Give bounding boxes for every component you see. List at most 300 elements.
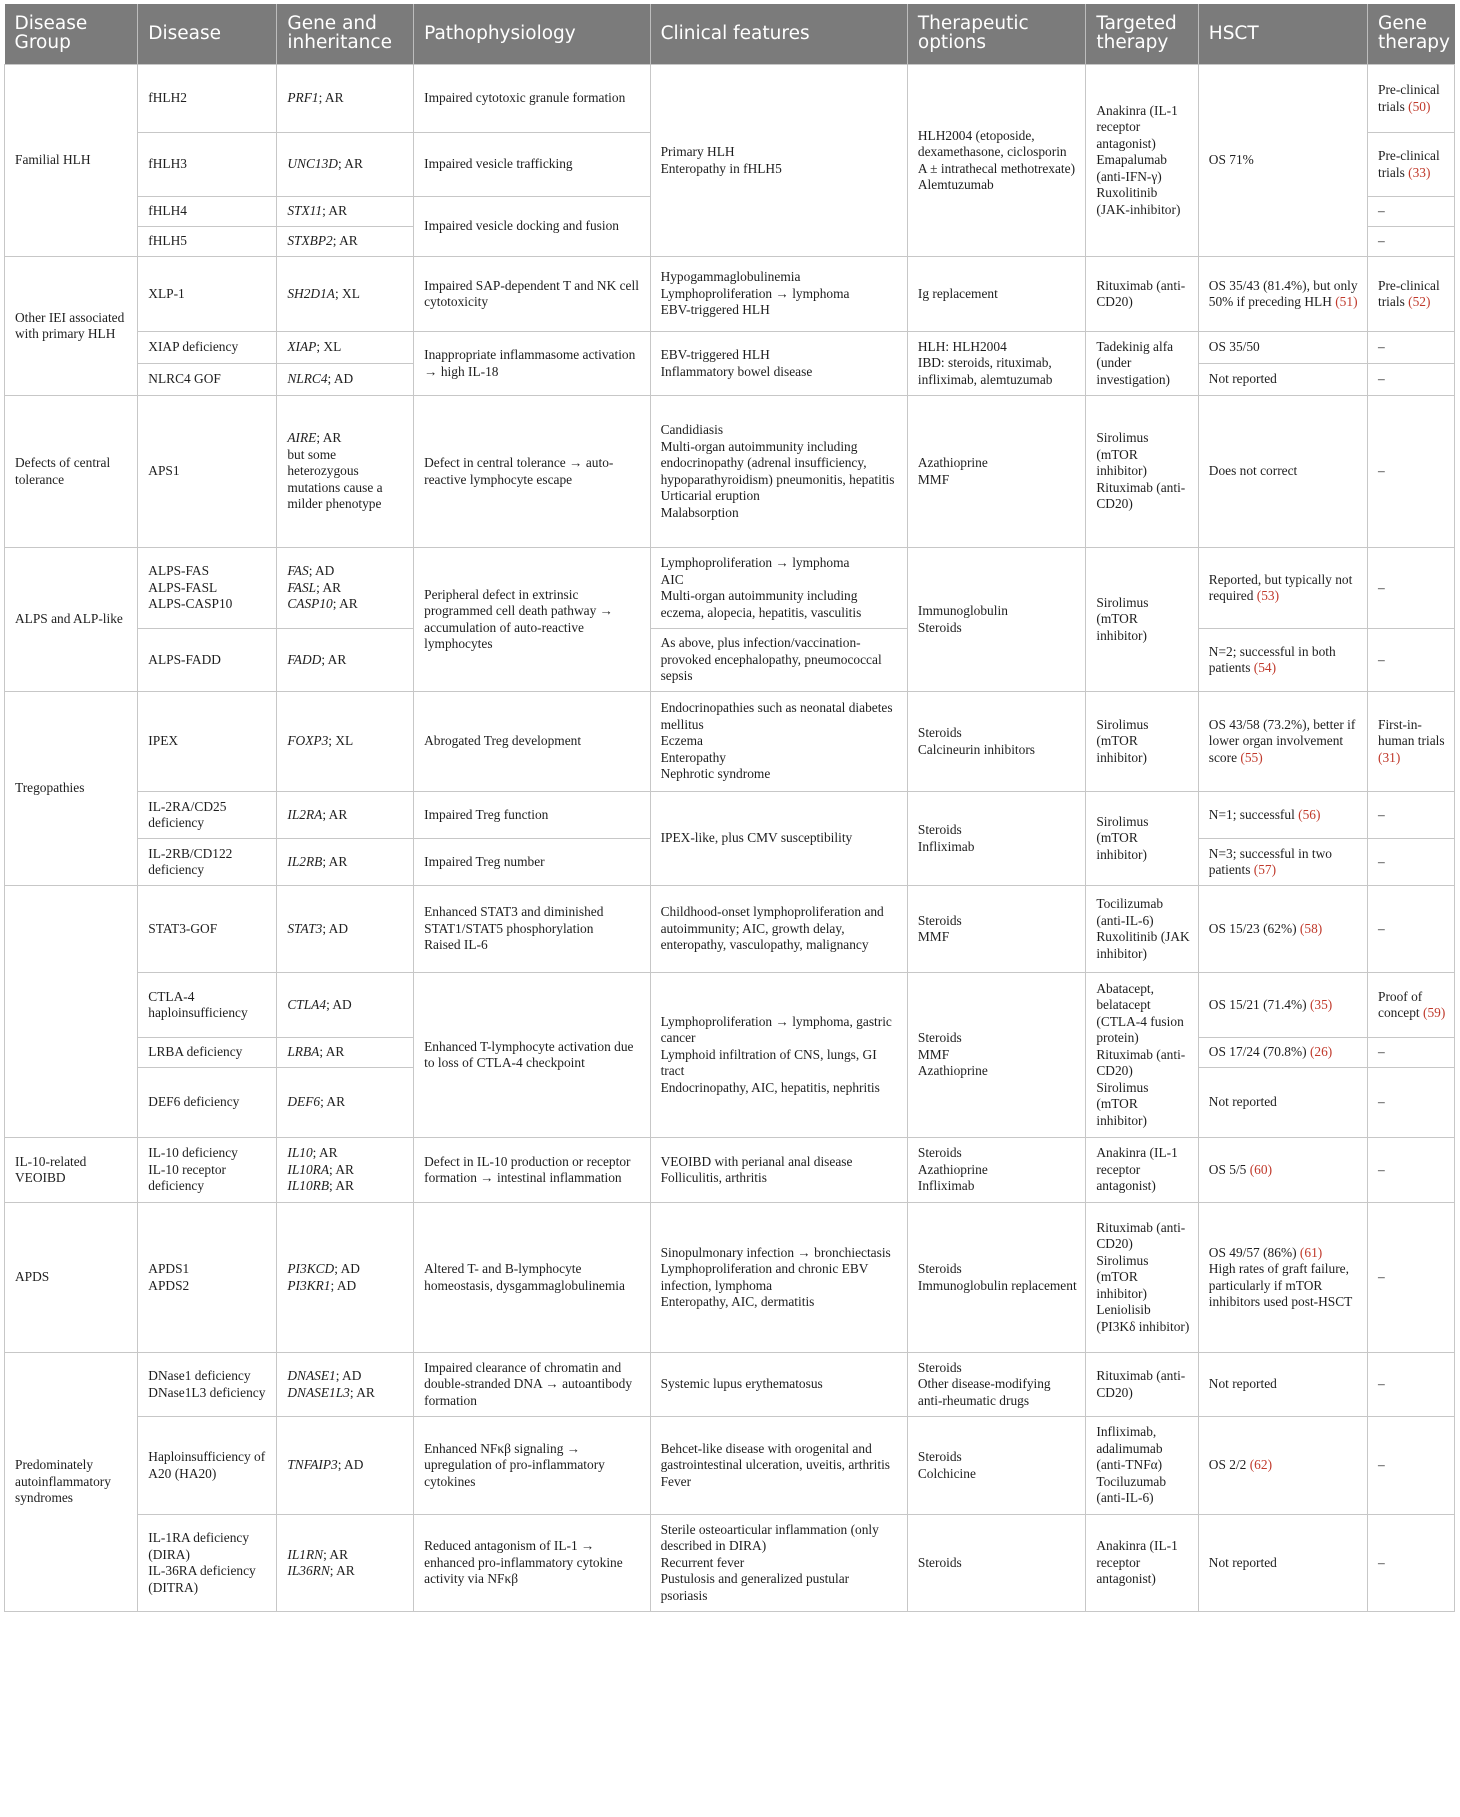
hsct-cell <box>1198 1203 1367 1353</box>
gene-inheritance-cell <box>277 839 414 886</box>
clinical-features-cell <box>650 886 907 973</box>
inheritance-mode: ; AD <box>326 996 352 1012</box>
inheritance-mode: ; AR <box>329 1161 354 1177</box>
pathophysiology-cell-text: Inappropriate inflammasome activation → high IL-18 <box>424 347 636 379</box>
disease-text: DEF6 deficiency <box>148 1094 240 1110</box>
therapeutic-options-cell <box>907 1138 1085 1203</box>
pathophysiology-cell <box>414 792 650 839</box>
reference-citation: (53) <box>1256 588 1280 603</box>
hsct-cell-text: N=2; successful in both patients <box>1208 643 1336 675</box>
table-row <box>5 1417 1455 1515</box>
disease-text: IL-2RB/CD122 deficiency <box>148 845 233 877</box>
targeted-therapy-cell-text: Abatacept, belatacept (CTLA-4 fusion protein) Rituximab (anti-CD20) Sirolimus (mTOR inhibitor) <box>1096 980 1186 1128</box>
gene-inheritance-cell <box>277 692 414 792</box>
gene-therapy-cell <box>1368 396 1455 548</box>
inheritance-mode: ; AR <box>319 1044 345 1060</box>
disease-cell <box>138 364 277 396</box>
disease-text: APS1 <box>148 463 180 479</box>
gene-therapy-cell <box>1368 197 1455 227</box>
hsct-cell <box>1198 886 1367 973</box>
disease-text: fHLH2 <box>148 90 187 106</box>
gene-inheritance-cell <box>277 257 414 332</box>
gene-therapy-cell-text: – <box>1378 920 1385 936</box>
targeted-therapy-cell <box>1086 396 1198 548</box>
gene-symbol: AIRE <box>287 430 317 446</box>
inheritance-mode: ; XL <box>316 339 342 355</box>
disease-cell <box>138 839 277 886</box>
hsct-cell <box>1198 1515 1367 1612</box>
hsct-cell <box>1198 257 1367 332</box>
targeted-therapy-cell-text: Anakinra (IL-1 receptor antagonist) <box>1096 1145 1178 1194</box>
table-row <box>5 886 1455 973</box>
hsct-cell-text: OS 17/24 (70.8%) <box>1208 1044 1310 1060</box>
inheritance-mode: ; AD <box>308 563 335 579</box>
inheritance-mode: ; AD <box>337 1457 364 1473</box>
table-row <box>5 1138 1455 1203</box>
reference-citation: (58) <box>1299 920 1323 936</box>
gene-therapy-cell <box>1368 364 1455 396</box>
pathophysiology-cell <box>414 1203 650 1353</box>
gene-symbol: PI3KR1 <box>287 1277 331 1293</box>
reference-citation: (52) <box>1408 294 1431 309</box>
gene-inheritance-cell <box>277 1203 414 1353</box>
header-row <box>5 4 1455 65</box>
gene-therapy-cell-text: – <box>1378 1554 1385 1570</box>
pathophysiology-cell <box>414 839 650 886</box>
pathophysiology-cell-text: Defect in IL-10 production or receptor formation → intestinal inflammation <box>424 1153 631 1185</box>
targeted-therapy-cell <box>1086 1417 1198 1515</box>
disease-text: LRBA deficiency <box>148 1044 243 1060</box>
gene-symbol: PRF1 <box>287 90 319 106</box>
disease-cell <box>138 65 277 133</box>
clinical-features-cell-text: Behcet-like disease with orogenital and gastrointestinal ulceration, uveitis, arthritis Fever <box>660 1440 891 1489</box>
gene-therapy-cell-text: – <box>1378 806 1385 822</box>
gene-inheritance-cell <box>277 133 414 197</box>
hsct-cell-text: Not reported <box>1208 1094 1277 1110</box>
reference-citation: (62) <box>1249 1457 1273 1473</box>
clinical-features-cell <box>650 692 907 792</box>
pathophysiology-cell <box>414 1353 650 1417</box>
hsct-cell <box>1198 973 1367 1038</box>
gene-symbol: FAS <box>287 563 309 579</box>
pathophysiology-cell <box>414 1138 650 1203</box>
therapeutic-options-cell <box>907 396 1085 548</box>
clinical-features-cell-text: Candidiasis Multi-organ autoimmunity including endocrinopathy (adrenal insufficiency, hypoparathyroidism) pneumonitis, hepatitis Urticarial eruption Malabsorption <box>660 422 895 520</box>
pathophysiology-cell-text: Defect in central tolerance → auto-reactive lymphocyte escape <box>424 455 614 487</box>
gene-symbol: XIAP <box>287 339 317 355</box>
disease-group-cell <box>5 548 138 692</box>
gene-symbol: FADD <box>287 651 322 667</box>
disease-group-cell <box>5 1138 138 1203</box>
hsct-cell <box>1198 364 1367 396</box>
reference-citation: (50) <box>1408 98 1431 114</box>
therapeutic-options-cell <box>907 973 1085 1138</box>
disease-cell <box>138 548 277 629</box>
targeted-therapy-cell <box>1086 886 1198 973</box>
therapeutic-options-cell-text: Steroids Other disease-modifying anti-rheumatic drugs <box>917 1359 1051 1408</box>
therapeutic-options-cell-text: Steroids Colchicine <box>917 1449 976 1481</box>
inheritance-mode: ; AR <box>337 156 363 172</box>
therapeutic-options-cell-text: HLH: HLH2004 IBD: steroids, rituximab, infliximab, alemtuzumab <box>917 338 1053 387</box>
targeted-therapy-cell-text: Rituximab (anti-CD20) Sirolimus (mTOR inhibitor) Leniolisib (PI3Kδ inhibitor) <box>1096 1219 1190 1334</box>
therapeutic-options-cell-text: Steroids Immunoglobulin replacement <box>917 1261 1077 1293</box>
col-header-pathophysiology: Pathophysiology <box>414 4 650 65</box>
pathophysiology-cell-text: Altered T- and B-lymphocyte homeostasis, dysgammaglobulinemia <box>424 1261 625 1293</box>
therapeutic-options-cell-text: Steroids Calcineurin inhibitors <box>917 725 1036 757</box>
gene-therapy-cell-text: – <box>1378 339 1385 355</box>
targeted-therapy-cell <box>1086 692 1198 792</box>
targeted-therapy-cell-text: Tadekinig alfa (under investigation) <box>1096 338 1174 387</box>
targeted-therapy-cell-text: Sirolimus (mTOR inhibitor) <box>1096 813 1149 862</box>
disease-group-cell <box>5 692 138 886</box>
hsct-cell <box>1198 396 1367 548</box>
hsct-cell-text-extra: High rates of graft failure, particularly if mTOR inhibitors used post-HSCT <box>1208 1261 1353 1309</box>
gene-inheritance-cell <box>277 364 414 396</box>
table-row <box>5 1353 1455 1417</box>
disease-group-text: Other IEI associated with primary HLH <box>15 309 125 341</box>
hsct-cell-text: OS 5/5 <box>1208 1161 1250 1177</box>
disease-text: CTLA-4 haploinsufficiency <box>148 988 248 1020</box>
gene-symbol: IL36RN <box>287 1563 330 1578</box>
disease-text: IPEX <box>148 733 179 749</box>
clinical-features-cell <box>650 548 907 629</box>
pathophysiology-cell-text: Impaired clearance of chromatin and double-stranded DNA → autoantibody formation <box>424 1359 633 1408</box>
hsct-cell-text: N=3; successful in two patients <box>1208 845 1332 877</box>
gene-inheritance-cell <box>277 332 414 364</box>
targeted-therapy-cell-text: Sirolimus (mTOR inhibitor) <box>1096 716 1149 765</box>
disease-group-cell <box>5 886 138 1138</box>
clinical-features-cell <box>650 1417 907 1515</box>
inheritance-mode: ; AR <box>349 1384 375 1400</box>
inheritance-mode: ; AR <box>321 651 347 667</box>
table-row <box>5 332 1455 364</box>
gene-therapy-cell <box>1368 1068 1455 1138</box>
disease-group-text: ALPS and ALP-like <box>15 611 123 627</box>
gene-inheritance-cell <box>277 1068 414 1138</box>
gene-inheritance-cell <box>277 197 414 227</box>
inheritance-mode: ; AR <box>329 1563 355 1578</box>
gene-symbol: IL2RB <box>287 853 323 869</box>
disease-group-text: Tregopathies <box>15 780 85 796</box>
pathophysiology-cell <box>414 65 650 133</box>
pathophysiology-cell-text: Peripheral defect in extrinsic programmed cell death pathway → accumulation of auto-reactive lymphocytes <box>424 586 614 651</box>
gene-symbol: DNASE1 <box>287 1368 336 1383</box>
hsct-cell-text: Not reported <box>1208 1554 1277 1570</box>
disease-text: STAT3-GOF <box>148 920 218 936</box>
therapeutic-options-cell-text: HLH2004 (etoposide, dexamethasone, ciclosporin A ± intrathecal methotrexate) Alemtuzumab <box>917 127 1076 192</box>
hsct-cell <box>1198 692 1367 792</box>
col-header-hsct: HSCT <box>1198 4 1367 65</box>
pathophysiology-cell-text: Impaired vesicle trafficking <box>424 156 573 172</box>
table-row <box>5 692 1455 792</box>
hsct-cell <box>1198 1038 1367 1068</box>
pathophysiology-cell-text: Impaired Treg number <box>424 853 545 869</box>
clinical-features-cell <box>650 629 907 692</box>
gene-symbol: STXBP2 <box>287 233 333 249</box>
hsct-cell-text: Does not correct <box>1208 463 1298 479</box>
gene-therapy-cell <box>1368 65 1455 133</box>
gene-symbol: CASP10 <box>287 596 333 612</box>
therapeutic-options-cell-text: Ig replacement <box>917 285 998 301</box>
targeted-therapy-cell-text: Rituximab (anti-CD20) <box>1096 277 1186 309</box>
table-row <box>5 1203 1455 1353</box>
pathophysiology-cell-text: Impaired SAP-dependent T and NK cell cytotoxicity <box>424 277 639 309</box>
gene-therapy-cell-text: – <box>1378 651 1385 667</box>
gene-symbol: TNFAIP3 <box>287 1457 338 1473</box>
clinical-features-cell <box>650 396 907 548</box>
gene-inheritance-cell <box>277 1515 414 1612</box>
table-row <box>5 65 1455 133</box>
inheritance-mode: ; AR <box>316 579 342 595</box>
disease-cell <box>138 1417 277 1515</box>
disease-cell <box>138 197 277 227</box>
gene-symbol: FOXP3 <box>287 733 329 749</box>
disease-cell <box>138 1038 277 1068</box>
reference-citation: (54) <box>1253 660 1277 675</box>
gene-symbol: SH2D1A <box>287 285 335 301</box>
pathophysiology-cell <box>414 692 650 792</box>
targeted-therapy-cell <box>1086 548 1198 692</box>
inheritance-mode: ; AD <box>335 1368 362 1383</box>
pathophysiology-cell <box>414 1417 650 1515</box>
targeted-therapy-cell <box>1086 973 1198 1138</box>
gene-symbol: UNC13D <box>287 156 338 172</box>
inheritance-mode: ; AR <box>320 1094 346 1110</box>
inheritance-mode: ; AR <box>329 1178 354 1194</box>
disease-cell <box>138 1353 277 1417</box>
inheritance-mode: ; AR <box>323 1546 349 1562</box>
disease-text: fHLH3 <box>148 156 187 172</box>
therapeutic-options-cell <box>907 1515 1085 1612</box>
gene-symbol: IL10RA <box>287 1161 330 1177</box>
disease-cell <box>138 227 277 257</box>
gene-therapy-cell <box>1368 692 1455 792</box>
disease-text: IL-2RA/CD25 deficiency <box>148 798 227 830</box>
hsct-cell <box>1198 332 1367 364</box>
therapeutic-options-cell-text: Steroids Infliximab <box>917 822 975 854</box>
table-row <box>5 1515 1455 1612</box>
gene-therapy-cell <box>1368 1353 1455 1417</box>
inheritance-mode: ; AD <box>334 1261 360 1276</box>
reference-citation: (26) <box>1309 1044 1333 1060</box>
gene-therapy-cell <box>1368 1038 1455 1068</box>
disease-cell <box>138 1068 277 1138</box>
pathophysiology-cell-text: Enhanced STAT3 and diminished STAT1/STAT5 phosphorylation Raised IL-6 <box>424 904 604 953</box>
gene-therapy-cell-text: Pre-clinical trials <box>1378 82 1440 114</box>
gene-inheritance-cell <box>277 629 414 692</box>
reference-citation: (51) <box>1335 294 1358 309</box>
disease-cell <box>138 1203 277 1353</box>
table-row <box>5 629 1455 692</box>
clinical-features-cell-text: Sinopulmonary infection → bronchiectasis Lymphoproliferation and chronic EBV infection, lymphoma Enteropathy, AIC, dermatitis <box>660 1244 891 1309</box>
disease-group-cell <box>5 1353 138 1612</box>
disease-group-cell <box>5 396 138 548</box>
gene-therapy-cell-text: – <box>1378 1376 1385 1392</box>
therapeutic-options-cell-text: Immunoglobulin Steroids <box>917 603 1008 635</box>
pathophysiology-cell <box>414 396 650 548</box>
gene-symbol: PI3KCD <box>287 1261 335 1276</box>
clinical-features-cell-text: Primary HLH Enteropathy in fHLH5 <box>660 144 782 176</box>
disease-text: XIAP deficiency <box>148 339 239 355</box>
gene-symbol: IL1RN <box>287 1546 324 1562</box>
clinical-features-cell <box>650 973 907 1138</box>
gene-therapy-cell-text: – <box>1378 1269 1385 1285</box>
therapeutic-options-cell <box>907 1353 1085 1417</box>
gene-therapy-cell-text: – <box>1378 1457 1385 1473</box>
disease-cell <box>138 332 277 364</box>
gene-symbol: DNASE1L3 <box>287 1384 350 1400</box>
pathophysiology-cell <box>414 548 650 692</box>
gene-therapy-cell-text: – <box>1378 579 1385 595</box>
disease-text: fHLH4 <box>148 203 187 219</box>
disease-cell <box>138 1515 277 1612</box>
disease-cell <box>138 133 277 197</box>
clinical-features-cell-text: Sterile osteoarticular inflammation (only described in DIRA) Recurrent fever Pustulosis and generalized pustular psoriasis <box>660 1521 879 1603</box>
col-header-disease: Disease <box>138 4 277 65</box>
gene-therapy-cell <box>1368 839 1455 886</box>
therapeutic-options-cell <box>907 548 1085 692</box>
pathophysiology-cell-text: Reduced antagonism of IL-1 → enhanced pro-inflammatory cytokine activity via NFκβ <box>424 1538 623 1587</box>
inheritance-mode: ; XL <box>334 285 360 301</box>
gene-therapy-cell <box>1368 227 1455 257</box>
hsct-cell <box>1198 1138 1367 1203</box>
inheritance-mode: ; AR <box>318 90 344 106</box>
clinical-features-cell-text: VEOIBD with perianal anal disease Folliculitis, arthritis <box>660 1153 853 1185</box>
pathophysiology-cell <box>414 257 650 332</box>
targeted-therapy-cell <box>1086 257 1198 332</box>
therapeutic-options-cell-text: Steroids MMF <box>917 912 962 944</box>
therapeutic-options-cell-text: Steroids MMF Azathioprine <box>917 1030 988 1079</box>
gene-therapy-cell-text: Proof of concept <box>1378 988 1423 1020</box>
hsct-cell <box>1198 629 1367 692</box>
pathophysiology-cell <box>414 133 650 197</box>
gene-symbol: LRBA <box>287 1044 320 1060</box>
gene-therapy-cell <box>1368 1515 1455 1612</box>
disease-cell <box>138 692 277 792</box>
gene-therapy-cell <box>1368 1203 1455 1353</box>
targeted-therapy-cell <box>1086 1353 1198 1417</box>
table-row <box>5 257 1455 332</box>
pathophysiology-cell <box>414 886 650 973</box>
pathophysiology-cell <box>414 332 650 396</box>
gene-inheritance-cell <box>277 396 414 548</box>
clinical-features-cell-text: Lymphoproliferation → lymphoma AIC Multi-organ autoimmunity including eczema, alopecia, hepatitis, vasculitis <box>660 555 862 620</box>
disease-text: NLRC4 GOF <box>148 371 221 387</box>
hsct-cell-text: OS 15/23 (62%) <box>1208 920 1300 936</box>
hsct-cell-text: OS 49/57 (86%) <box>1208 1244 1300 1260</box>
gene-therapy-cell-text: Pre-clinical trials <box>1378 277 1440 309</box>
inheritance-mode: ; AR <box>322 806 348 822</box>
pathophysiology-cell-text: Enhanced T-lymphocyte activation due to loss of CTLA-4 checkpoint <box>424 1038 634 1070</box>
reference-citation: (35) <box>1309 996 1333 1012</box>
targeted-therapy-cell-text: Rituximab (anti-CD20) <box>1096 1368 1186 1400</box>
therapeutic-options-cell <box>907 332 1085 396</box>
inheritance-mode: ; AR <box>312 1145 338 1161</box>
clinical-features-cell-text: As above, plus infection/vaccination-provoked encephalopathy, pneumococcal sepsis <box>660 635 882 684</box>
clinical-features-cell <box>650 1138 907 1203</box>
disease-cell <box>138 257 277 332</box>
gene-therapy-cell <box>1368 332 1455 364</box>
disease-text: APDS1 APDS2 <box>148 1261 190 1293</box>
reference-citation: (59) <box>1422 1005 1446 1020</box>
hsct-cell-text: Not reported <box>1208 371 1277 387</box>
targeted-therapy-cell <box>1086 65 1198 257</box>
hsct-cell-text: OS 43/58 (73.2%), better if lower organ involvement score <box>1208 716 1356 765</box>
clinical-features-cell-text: Childhood-onset lymphoproliferation and autoimmunity; AIC, growth delay, enteropathy, vasculopathy, malignancy <box>660 904 884 953</box>
disease-text: DNase1 deficiency DNase1L3 deficiency <box>148 1368 266 1400</box>
gene-therapy-cell <box>1368 792 1455 839</box>
gene-therapy-cell-text: – <box>1378 1161 1385 1177</box>
gene-therapy-cell <box>1368 886 1455 973</box>
gene-therapy-cell <box>1368 629 1455 692</box>
pathophysiology-cell <box>414 197 650 257</box>
disease-cell <box>138 396 277 548</box>
pathophysiology-cell <box>414 973 650 1138</box>
targeted-therapy-cell <box>1086 332 1198 396</box>
inheritance-mode: ; AR <box>322 853 348 869</box>
gene-symbol: IL2RA <box>287 806 323 822</box>
therapeutic-options-cell-text: Steroids <box>917 1554 962 1570</box>
disease-text: ALPS-FAS ALPS-FASL ALPS-CASP10 <box>148 563 233 612</box>
reference-citation: (57) <box>1253 862 1277 877</box>
gene-inheritance-cell <box>277 1138 414 1203</box>
hsct-cell-text: OS 15/21 (71.4%) <box>1208 996 1310 1012</box>
col-header-disease-group: Disease Group <box>5 4 138 65</box>
disease-text: IL-10 deficiency IL-10 receptor deficiency <box>148 1145 238 1194</box>
disease-cell <box>138 973 277 1038</box>
clinical-features-cell <box>650 257 907 332</box>
clinical-features-cell <box>650 332 907 396</box>
table-row <box>5 792 1455 839</box>
therapeutic-options-cell <box>907 65 1085 257</box>
gene-inheritance-cell <box>277 65 414 133</box>
therapeutic-options-cell <box>907 886 1085 973</box>
disease-text: Haploinsufficiency of A20 (HA20) <box>148 1449 266 1481</box>
pathophysiology-cell-text: Impaired cytotoxic granule formation <box>424 90 626 106</box>
gene-therapy-cell <box>1368 1417 1455 1515</box>
therapeutic-options-cell-text: Azathioprine MMF <box>917 455 988 487</box>
disease-group-text: APDS <box>15 1269 50 1285</box>
disease-group-text: Defects of central tolerance <box>15 455 111 487</box>
gene-therapy-cell-text: – <box>1378 371 1385 387</box>
disease-text: ALPS-FADD <box>148 651 221 667</box>
gene-inheritance-cell <box>277 548 414 629</box>
hsct-cell <box>1198 1353 1367 1417</box>
therapeutic-options-cell-text: Steroids Azathioprine Infliximab <box>917 1145 988 1194</box>
disease-group-text: IL-10-related VEOIBD <box>15 1153 87 1185</box>
gene-therapy-cell <box>1368 548 1455 629</box>
reference-citation: (61) <box>1299 1244 1323 1260</box>
gene-therapy-cell <box>1368 257 1455 332</box>
inheritance-mode: ; AD <box>322 920 349 936</box>
gene-therapy-cell <box>1368 133 1455 197</box>
gene-inheritance-cell <box>277 1038 414 1068</box>
targeted-therapy-cell <box>1086 1203 1198 1353</box>
clinical-features-cell <box>650 65 907 257</box>
hsct-cell <box>1198 839 1367 886</box>
col-header-clinical-features: Clinical features <box>650 4 907 65</box>
iei-therapy-table <box>4 4 1455 1612</box>
clinical-features-cell-text: Systemic lupus erythematosus <box>660 1376 823 1392</box>
hsct-cell <box>1198 792 1367 839</box>
gene-therapy-cell <box>1368 973 1455 1038</box>
therapeutic-options-cell <box>907 792 1085 886</box>
col-header-gene-inheritance: Gene and inheritance <box>277 4 414 65</box>
therapeutic-options-cell <box>907 257 1085 332</box>
clinical-features-cell-text: Lymphoproliferation → lymphoma, gastric cancer Lymphoid infiltration of CNS, lungs, GI tract Endocrinopathy, AIC, hepatitis, nephritis <box>660 1013 892 1095</box>
hsct-cell-text: N=1; successful <box>1208 806 1299 822</box>
table-row <box>5 396 1455 548</box>
